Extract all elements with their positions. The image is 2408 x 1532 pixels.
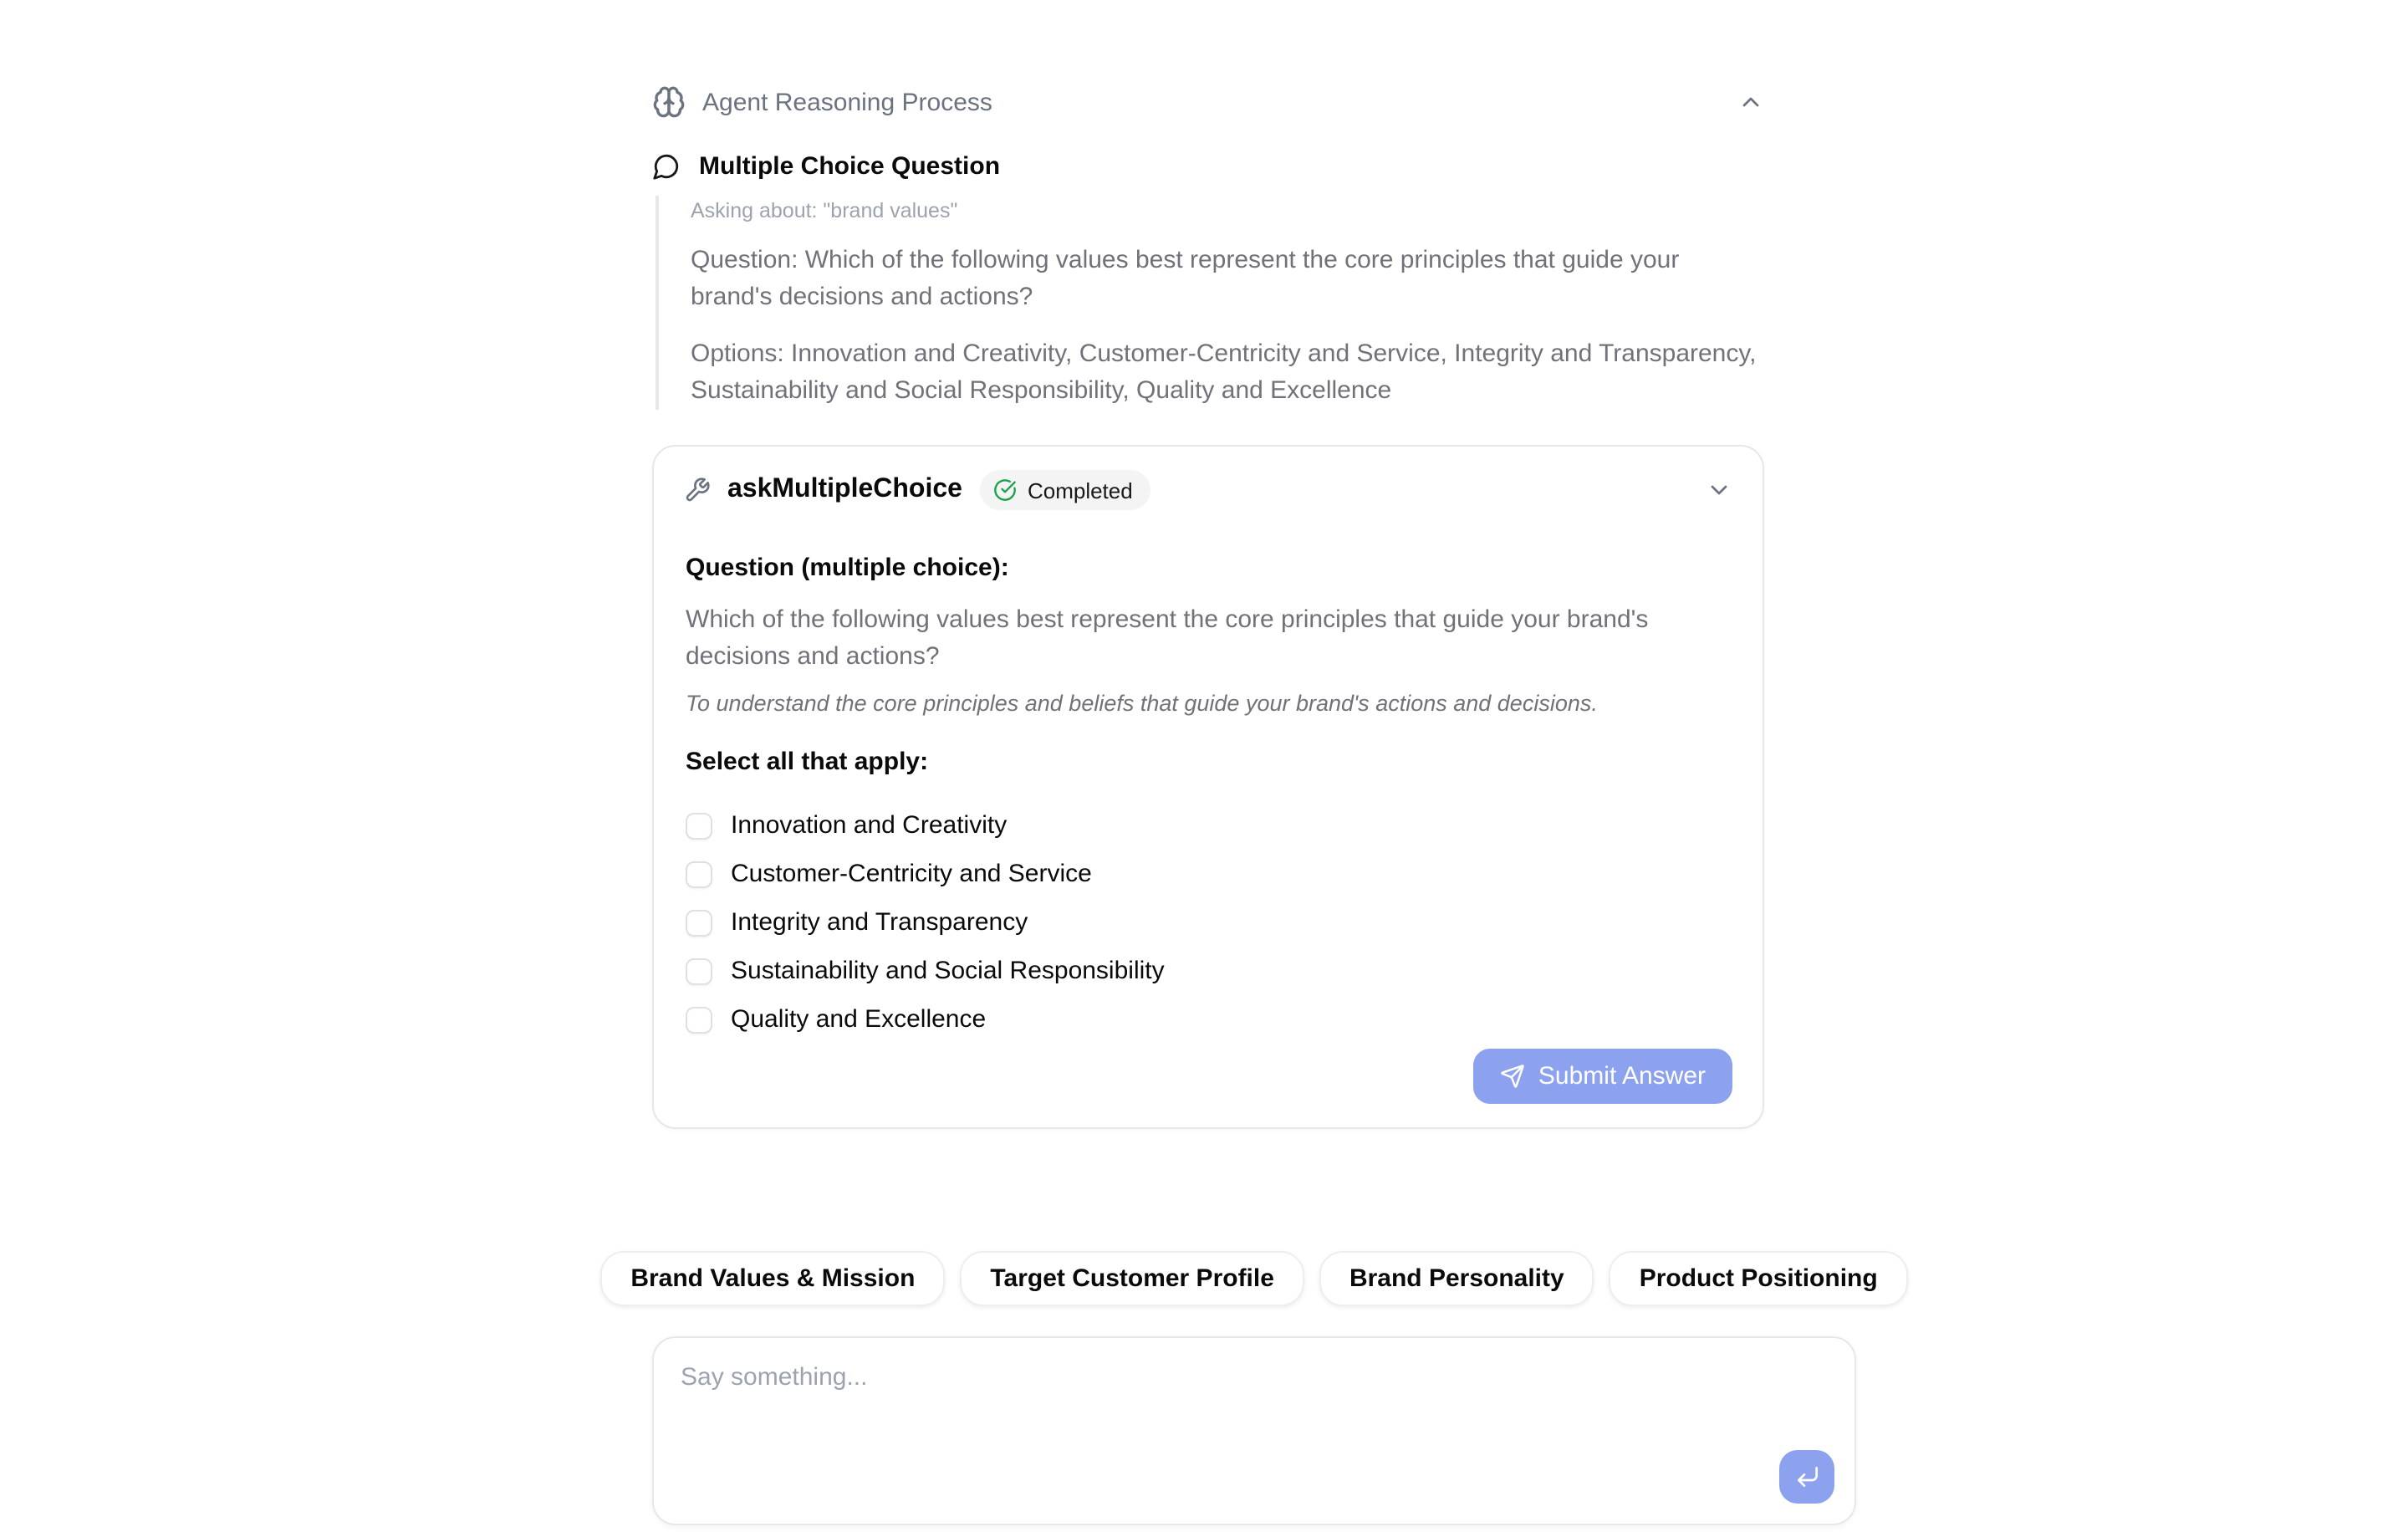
chip-brand-values-mission[interactable]: Brand Values & Mission <box>600 1251 945 1306</box>
option-row <box>686 995 1732 1044</box>
question-label: Question (multiple choice): <box>686 554 1009 582</box>
question-text: Which of the following values best represent the core principles that guide your brand's decisions and actions? <box>686 605 1649 671</box>
option-label: Innovation and Creativity <box>731 811 1008 840</box>
tool-card-header <box>654 447 1763 510</box>
asking-about-text: Asking about: "brand values" <box>691 199 958 222</box>
message-composer <box>652 1336 1856 1525</box>
tool-name: askMultipleChoice <box>727 475 962 503</box>
option-label: Customer-Centricity and Service <box>731 860 1092 888</box>
option-row <box>686 801 1732 850</box>
reasoning-step <box>652 152 1764 181</box>
select-all-label: Select all that apply: <box>686 748 929 776</box>
tool-call-card <box>652 445 1764 1129</box>
submit-answer-label: Submit Answer <box>1538 1062 1706 1090</box>
check-circle-icon <box>994 478 1018 502</box>
question-hint: To understand the core principles and beliefs that guide your brand's actions and decisions. <box>686 691 1598 716</box>
checkbox-quality[interactable] <box>686 1006 712 1033</box>
chip-brand-personality[interactable]: Brand Personality <box>1319 1251 1594 1306</box>
submit-answer-button[interactable] <box>1473 1049 1732 1104</box>
checkbox-integrity[interactable] <box>686 909 712 936</box>
return-arrow-icon <box>1793 1463 1820 1490</box>
step-title: Multiple Choice Question <box>699 152 1001 181</box>
status-label: Completed <box>1027 477 1133 503</box>
chip-product-positioning[interactable]: Product Positioning <box>1610 1251 1908 1306</box>
wrench-icon <box>684 477 711 503</box>
option-row <box>686 947 1732 995</box>
tool-card-footer <box>686 1049 1732 1104</box>
options-list <box>686 801 1732 1044</box>
option-row <box>686 898 1732 947</box>
reasoning-detail <box>656 196 1764 410</box>
reasoning-process-toggle[interactable] <box>652 85 1764 119</box>
chat-input[interactable] <box>654 1338 1854 1524</box>
checkbox-innovation[interactable] <box>686 812 712 839</box>
brain-icon <box>652 85 686 119</box>
send-message-button[interactable] <box>1779 1450 1834 1504</box>
chevron-up-icon[interactable] <box>1737 89 1764 115</box>
option-label: Quality and Excellence <box>731 1005 987 1034</box>
checkbox-customer-centricity[interactable] <box>686 860 712 887</box>
message-bubble-icon <box>652 152 681 181</box>
option-row <box>686 850 1732 898</box>
option-label: Integrity and Transparency <box>731 908 1028 937</box>
tool-card-body <box>654 510 1763 1127</box>
reasoning-question-text: Question: Which of the following values best represent the core principles that guide your brand's decisions and actions? <box>691 246 1680 311</box>
chevron-down-icon[interactable] <box>1706 477 1732 503</box>
chip-target-customer-profile[interactable]: Target Customer Profile <box>960 1251 1304 1306</box>
option-label: Sustainability and Social Responsibility <box>731 957 1165 985</box>
chat-column <box>602 0 1878 1525</box>
reasoning-options-text: Options: Innovation and Creativity, Customer-Centricity and Service, Integrity and Transparency, Sustainability and Social Responsibility, Quality and Excellence <box>691 340 1757 405</box>
suggestion-chips <box>50 1251 2408 1306</box>
reasoning-process-title: Agent Reasoning Process <box>702 88 992 116</box>
status-badge <box>981 470 1151 510</box>
checkbox-sustainability[interactable] <box>686 958 712 984</box>
send-icon <box>1500 1064 1525 1089</box>
message-thread <box>602 0 1878 1525</box>
